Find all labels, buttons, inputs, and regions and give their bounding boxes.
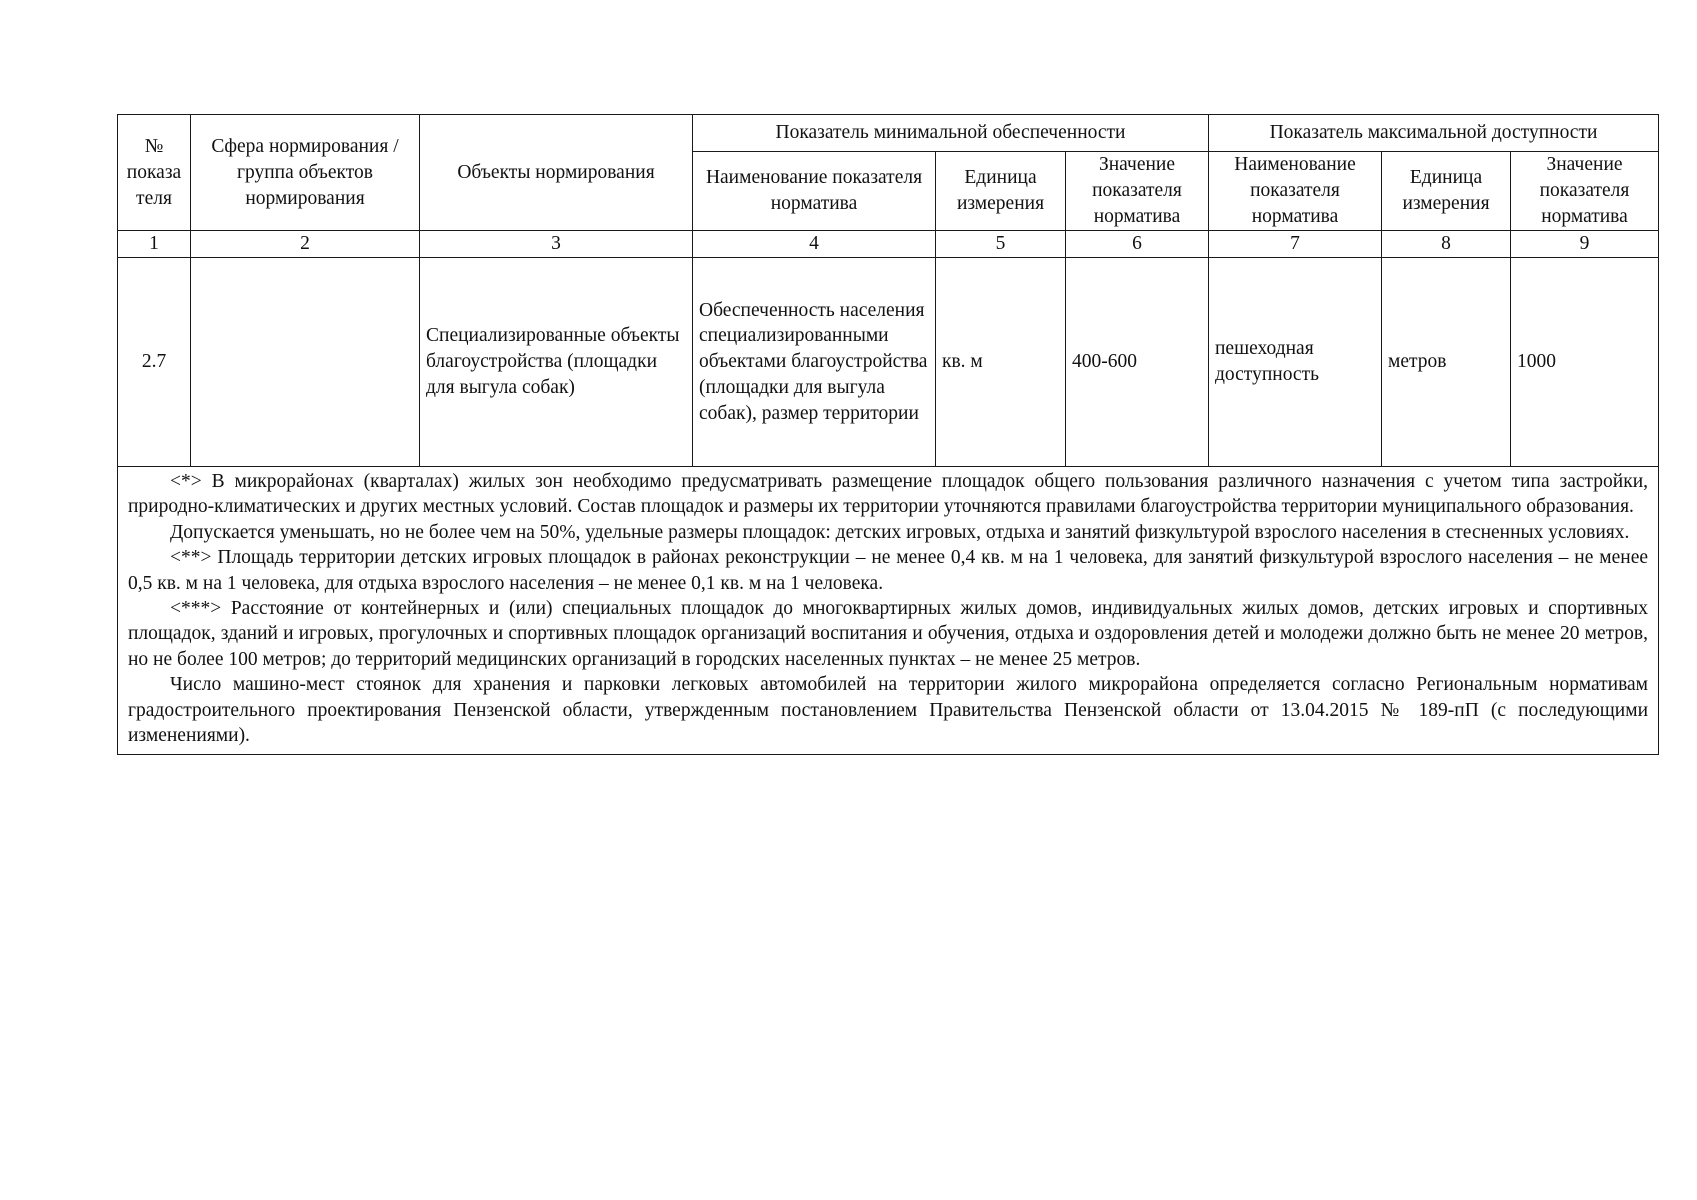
standards-table bbox=[117, 114, 1659, 755]
row-max-value: 1000 bbox=[1511, 258, 1659, 467]
column-number: 4 bbox=[693, 231, 936, 258]
row-max-unit: метров bbox=[1382, 258, 1511, 467]
column-numbers-row bbox=[118, 231, 1659, 258]
document-page bbox=[117, 114, 1658, 755]
note-paragraph: Допускается уменьшать, но не более чем на 50%, удельные размеры площадок: детских игровых, отдыха и занятий физкультурой взрослого населения в стесненных условиях. bbox=[170, 521, 1630, 543]
row-max-name: пешеходная доступность bbox=[1209, 258, 1382, 467]
header-col-num: № показа теля bbox=[118, 115, 191, 231]
header-max-name: Наименование показателя норматива bbox=[1209, 152, 1382, 231]
note-paragraph: <*> В микрорайонах (кварталах) жилых зон необходимо предусматривать размещение площадок общего пользования различного назначения с учетом типа застройки, природно-климатических и других местных условий. Состав площадок и размеры их территории уточняются правилами благоустройства территории муниципального образования. bbox=[128, 471, 1649, 518]
row-min-unit: кв. м bbox=[936, 258, 1066, 467]
header-max-unit: Единица измерения bbox=[1382, 152, 1511, 231]
column-number: 7 bbox=[1209, 231, 1382, 258]
header-group-min: Показатель минимальной обеспеченности bbox=[693, 115, 1209, 152]
note-paragraph: <***> Расстояние от контейнерных и (или) специальных площадок до многоквартирных жилых домов, индивидуальных жилых домов, детских игровых и спортивных площадок, зданий и игровых, прогулочных и спортивных площадок организаций воспитания и обучения, отдыха и оздоровления детей и молодежи должно быть не менее 20 метров, но не более 100 метров; до территорий медицинских организаций в городских населенных пунктах – не менее 25 метров. bbox=[128, 598, 1649, 670]
row-sphere bbox=[191, 258, 420, 467]
column-number: 9 bbox=[1511, 231, 1659, 258]
row-objects: Специализированные объекты благоустройства (площадки для выгула собак) bbox=[420, 258, 693, 467]
column-number: 8 bbox=[1382, 231, 1511, 258]
notes-row bbox=[118, 467, 1659, 755]
header-min-value: Значение показателя норматива bbox=[1066, 152, 1209, 231]
column-number: 5 bbox=[936, 231, 1066, 258]
note-paragraph: Число машино-мест стоянок для хранения и парковки легковых автомобилей на территории жилого микрорайона определяется согласно Региональным нормативам градостроительного проектирования Пензенской области, утвержденным постановлением Правительства Пензенской области от 13.04.2015 № 189-пП (с последующими изменениями). bbox=[128, 674, 1649, 747]
header-group-max: Показатель максимальной доступности bbox=[1209, 115, 1659, 152]
column-number: 6 bbox=[1066, 231, 1209, 258]
header-min-unit: Единица измерения bbox=[936, 152, 1066, 231]
row-min-value: 400-600 bbox=[1066, 258, 1209, 467]
note-paragraph: <**> Площадь территории детских игровых площадок в районах реконструкции – не менее 0,4 кв. м на 1 человека, для занятий физкультурой взрослого населения – не менее 0,5 кв. м на 1 человека, для отдыха взрослого населения – не менее 0,1 кв. м на 1 человека. bbox=[128, 547, 1649, 594]
notes-cell bbox=[118, 467, 1659, 755]
header-min-name: Наименование показателя норматива bbox=[693, 152, 936, 231]
table-header-row bbox=[118, 115, 1659, 152]
column-number: 3 bbox=[420, 231, 693, 258]
column-number: 2 bbox=[191, 231, 420, 258]
header-max-value: Значение показателя норматива bbox=[1511, 152, 1659, 231]
header-col-objects: Объекты нормирования bbox=[420, 115, 693, 231]
table-row bbox=[118, 258, 1659, 467]
row-min-name: Обеспеченность населения специализированными объектами благоустройства (площадки для выгула собак), размер территории bbox=[693, 258, 936, 467]
header-col-sphere: Сфера нормирования / группа объектов нормирования bbox=[191, 115, 420, 231]
column-number: 1 bbox=[118, 231, 191, 258]
row-num: 2.7 bbox=[118, 258, 191, 467]
